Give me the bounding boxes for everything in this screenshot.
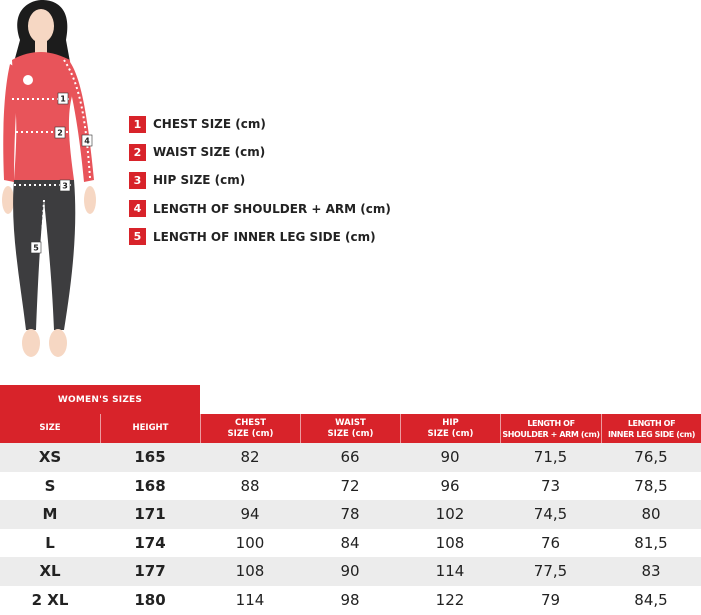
cell-chest: 114 xyxy=(235,590,265,609)
header-line1: CHEST xyxy=(234,417,267,428)
header-shoulder-arm xyxy=(500,414,601,443)
header-text: SIZE xyxy=(39,423,61,433)
legend-label: LENGTH OF SHOULDER + ARM (cm) xyxy=(153,201,391,216)
header-text-block xyxy=(608,418,695,440)
marker-2-label: 2 xyxy=(57,128,63,138)
cell-inner-leg: 78,5 xyxy=(634,476,668,495)
marker-4-label: 4 xyxy=(84,136,90,146)
cell-inner-leg: 80 xyxy=(641,505,661,524)
right-foot xyxy=(49,329,67,357)
legend-item-waist xyxy=(129,142,391,162)
table-title-row xyxy=(0,385,701,414)
cell-chest: 100 xyxy=(235,533,265,552)
cell-waist: 98 xyxy=(340,590,360,609)
table-row xyxy=(0,529,701,558)
cell-waist: 84 xyxy=(340,533,360,552)
legend-item-inner-leg xyxy=(129,227,391,247)
cell-size: M xyxy=(42,505,58,524)
header-line2: INNER LEG SIDE (cm) xyxy=(607,429,696,439)
legend-label: WAIST SIZE (cm) xyxy=(153,145,266,160)
cell-inner-leg: 84,5 xyxy=(634,590,668,609)
legend-label: CHEST SIZE (cm) xyxy=(153,117,266,131)
legend-number: 2 xyxy=(129,144,146,161)
legend-label: LENGTH OF INNER LEG SIDE (cm) xyxy=(153,229,376,244)
cell-shoulder-arm: 76 xyxy=(540,533,561,552)
legend-item-hip xyxy=(129,170,391,190)
left-foot xyxy=(22,329,40,357)
legend-label: HIP SIZE (cm) xyxy=(153,173,246,188)
face xyxy=(28,9,54,43)
cell-shoulder-arm: 77,5 xyxy=(533,562,568,581)
header-inner-leg xyxy=(601,414,701,443)
cell-hip: 96 xyxy=(440,476,460,495)
header-text-block xyxy=(228,418,274,440)
cell-inner-leg: 76,5 xyxy=(634,448,668,467)
cell-height: 180 xyxy=(134,590,166,609)
marker-1-label: 1 xyxy=(60,94,66,104)
legend-number: 1 xyxy=(129,116,146,133)
table-row xyxy=(0,500,701,529)
header-text-block xyxy=(502,418,599,440)
marker-2 xyxy=(55,127,65,138)
header-height xyxy=(100,414,200,443)
header-hip xyxy=(400,414,500,443)
marker-5-label: 5 xyxy=(33,243,39,253)
cell-chest: 108 xyxy=(235,562,265,581)
cell-hip: 122 xyxy=(435,590,465,609)
table-row xyxy=(0,443,701,472)
cell-size: 2 XL xyxy=(31,590,69,609)
table-row xyxy=(0,557,701,586)
shirt-logo xyxy=(23,75,33,85)
woman-figure-illustration xyxy=(0,0,110,365)
table-header-row xyxy=(0,414,701,443)
header-line2: SHOULDER + ARM (cm) xyxy=(502,429,600,439)
cell-shoulder-arm: 74,5 xyxy=(533,505,568,524)
table-row xyxy=(0,586,701,615)
cell-size: L xyxy=(45,533,55,552)
shirt xyxy=(12,52,74,180)
legend-number: 3 xyxy=(129,172,146,189)
cell-height: 174 xyxy=(134,533,166,552)
cell-hip: 114 xyxy=(435,562,465,581)
cell-inner-leg: 83 xyxy=(641,562,661,581)
header-line2: SIZE (cm) xyxy=(327,428,374,439)
header-text-block xyxy=(328,418,374,440)
cell-hip: 102 xyxy=(435,505,465,524)
cell-chest: 82 xyxy=(240,448,260,467)
leggings xyxy=(13,180,75,330)
table-row xyxy=(0,472,701,501)
cell-waist: 72 xyxy=(340,476,360,495)
cell-size: XS xyxy=(38,448,62,467)
cell-height: 171 xyxy=(134,505,166,524)
cell-shoulder-arm: 73 xyxy=(540,476,561,495)
measurement-legend xyxy=(129,114,391,255)
size-table xyxy=(0,385,701,614)
cell-size: S xyxy=(44,476,56,495)
cell-height: 168 xyxy=(134,476,166,495)
header-line2: SIZE (cm) xyxy=(227,428,274,439)
cell-hip: 90 xyxy=(440,448,460,467)
header-line2: SIZE (cm) xyxy=(427,428,474,439)
header-text-block xyxy=(428,418,474,440)
cell-chest: 94 xyxy=(240,505,260,524)
cell-height: 177 xyxy=(134,562,166,581)
cell-hip: 108 xyxy=(435,533,465,552)
neck xyxy=(35,40,47,54)
right-hand xyxy=(84,186,96,214)
cell-shoulder-arm: 79 xyxy=(540,590,561,609)
cell-waist: 66 xyxy=(340,448,360,467)
table-body xyxy=(0,443,701,614)
cell-waist: 78 xyxy=(340,505,360,524)
cell-chest: 88 xyxy=(240,476,260,495)
cell-size: XL xyxy=(39,562,61,581)
header-line1: WAIST xyxy=(335,417,366,428)
marker-3 xyxy=(60,180,70,191)
legend-item-chest xyxy=(129,114,391,134)
cell-shoulder-arm: 71,5 xyxy=(533,448,568,467)
header-line1: LENGTH OF xyxy=(527,418,575,428)
marker-1 xyxy=(58,93,68,104)
cell-inner-leg: 81,5 xyxy=(634,533,668,552)
table-title: WOMEN'S SIZES xyxy=(0,385,200,414)
cell-waist: 90 xyxy=(340,562,360,581)
header-size xyxy=(0,414,100,443)
left-hand xyxy=(2,186,14,214)
marker-3-label: 3 xyxy=(62,181,68,191)
header-chest xyxy=(200,414,300,443)
legend-number: 4 xyxy=(129,200,146,217)
legend-number: 5 xyxy=(129,228,146,245)
header-waist xyxy=(300,414,400,443)
legend-item-shoulder-arm xyxy=(129,199,391,219)
marker-4 xyxy=(82,135,92,146)
header-text: HEIGHT xyxy=(132,423,169,433)
header-line1: HIP xyxy=(442,417,459,428)
marker-5 xyxy=(31,242,41,253)
cell-height: 165 xyxy=(134,448,166,467)
header-line1: LENGTH OF xyxy=(627,418,676,428)
